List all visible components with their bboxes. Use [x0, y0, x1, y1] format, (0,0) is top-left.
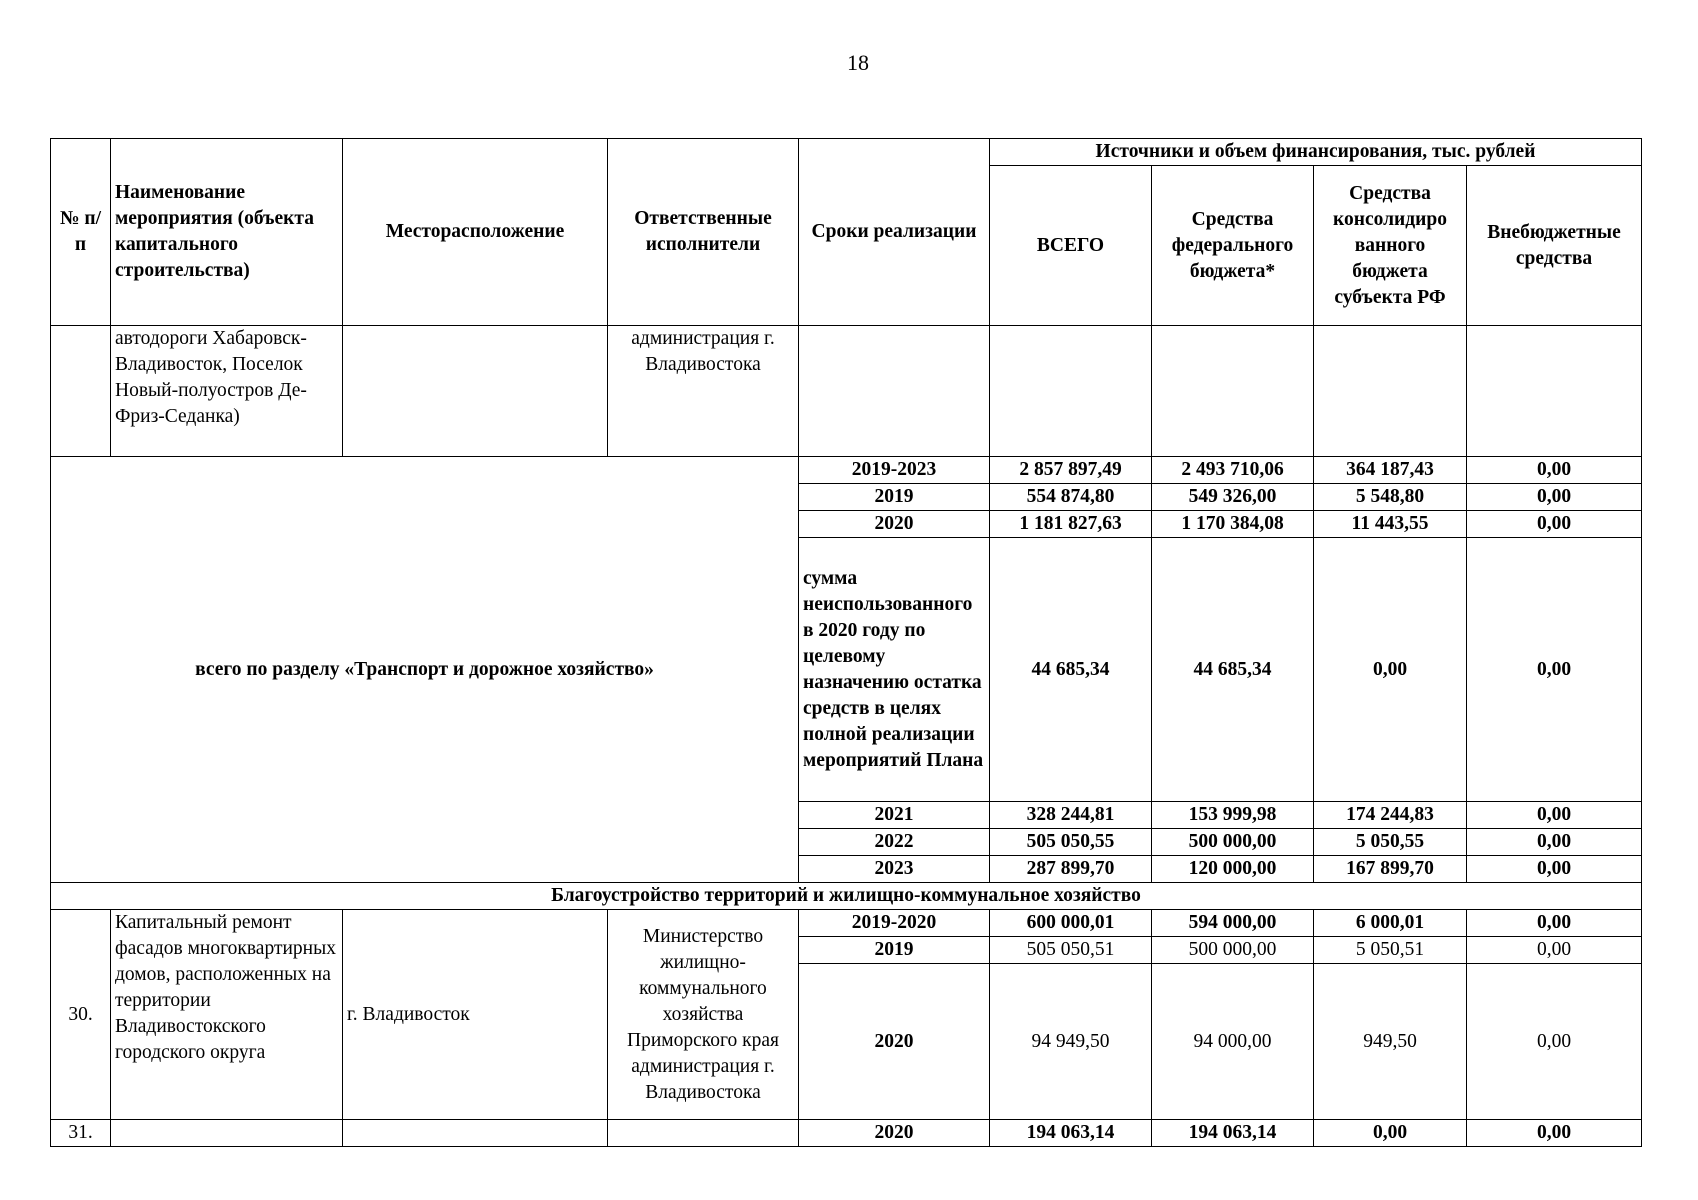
header-name: Наименование мероприятия (объекта капитального строительства) — [111, 139, 343, 326]
header-row-1 — [51, 139, 1642, 166]
header-regional: Средства консолидиро ванного бюджета субъекта РФ — [1314, 166, 1467, 326]
financing-table — [50, 138, 1642, 1147]
section-total-label: всего по разделу «Транспорт и дорожное хозяйство» — [51, 457, 799, 883]
continuation-name: автодороги Хабаровск-Владивосток, Поселок Новый-полуостров Де-Фриз-Седанка) — [111, 326, 343, 457]
header-executors: Ответственные исполнители — [608, 139, 799, 326]
section-total-row: 2022 505 050,55 500 000,00 5 050,55 0,00 — [51, 829, 1642, 856]
item-executors: Министерство жилищно-коммунального хозяйства Приморского края администрация г. Владивостока — [608, 910, 799, 1120]
section-title: Благоустройство территорий и жилищно-коммунальное хозяйство — [51, 883, 1642, 910]
continuation-executors: администрация г. Владивостока — [608, 326, 799, 457]
section-total-row: 2020 1 181 827,63 1 170 384,08 11 443,55 0,00 — [51, 511, 1642, 538]
header-federal: Средства федерального бюджета* — [1152, 166, 1314, 326]
item-name: Капитальный ремонт фасадов многоквартирных домов, расположенных на территории Владивостокского городского округа — [111, 910, 343, 1120]
header-period: Сроки реализации — [799, 139, 990, 326]
item-number: 31. — [51, 1120, 111, 1147]
item-number: 30. — [51, 910, 111, 1120]
continuation-row — [51, 326, 1642, 457]
header-extra: Внебюджетные средства — [1467, 166, 1642, 326]
table-row: 2019 505 050,51 500 000,00 5 050,51 0,00 — [51, 937, 1642, 964]
section-total-row: 2023 287 899,70 120 000,00 167 899,70 0,00 — [51, 856, 1642, 883]
page-number: 18 — [847, 50, 869, 75]
section-title-row — [51, 883, 1642, 910]
header-location: Месторасположение — [343, 139, 608, 326]
header-financing-group: Источники и объем финансирования, тыс. рублей — [990, 139, 1642, 166]
section-total-row: сумма неиспользованного в 2020 году по целевому назначению остатка средств в целях полной реализации мероприятий Плана 44 685,34 44 685,34 0,00 0,00 — [51, 538, 1642, 802]
section-total-row: 2021 328 244,81 153 999,98 174 244,83 0,00 — [51, 802, 1642, 829]
section-total-row: 2019 554 874,80 549 326,00 5 548,80 0,00 — [51, 484, 1642, 511]
table-row: 31. 2020 194 063,14 194 063,14 0,00 0,00 — [51, 1120, 1642, 1147]
table-row: 2020 94 949,50 94 000,00 949,50 0,00 — [51, 964, 1642, 1120]
header-total: ВСЕГО — [990, 166, 1152, 326]
table-row: 30. Капитальный ремонт фасадов многоквартирных домов, расположенных на территории Владивостокского городского округа г. Владивосток Министерство жилищно-коммунального хозяйства Приморского края администрация г. Владивостока 2019-2020 600 000,01 594 000,00 6 000,01 0,00 — [51, 910, 1642, 937]
section-total-row: всего по разделу «Транспорт и дорожное хозяйство» 2019-2023 2 857 897,49 2 493 710,06 364 187,43 0,00 — [51, 457, 1642, 484]
item-location: г. Владивосток — [343, 910, 608, 1120]
header-num: № п/п — [51, 139, 111, 326]
